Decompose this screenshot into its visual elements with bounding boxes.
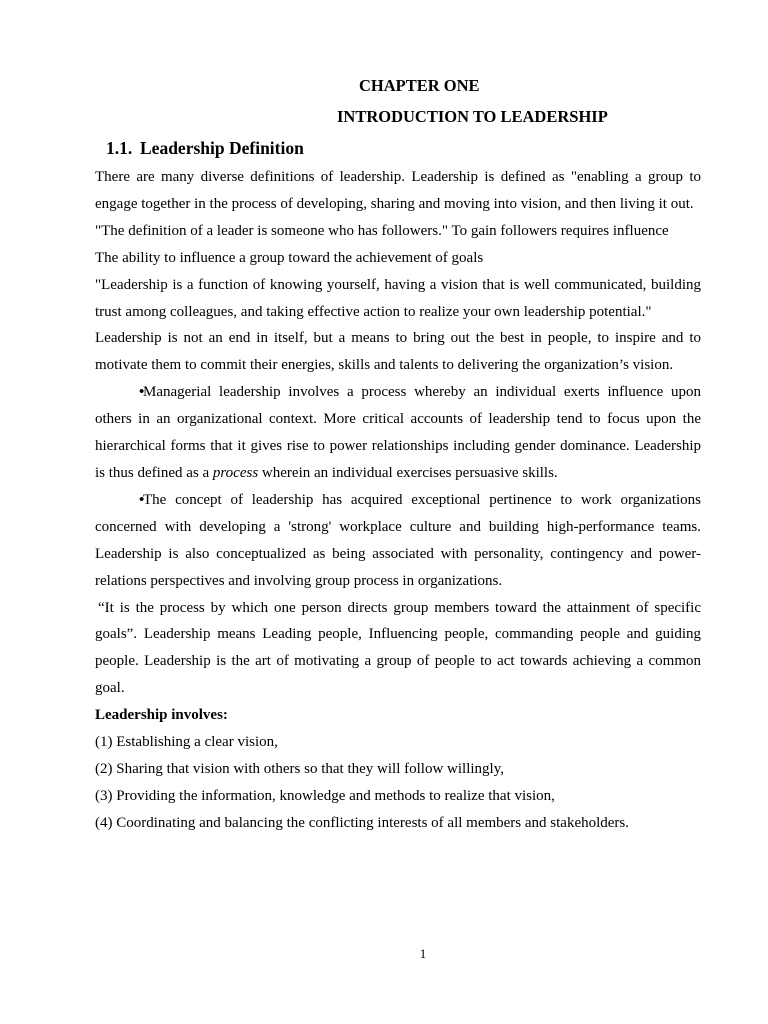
paragraph-function-quote: "Leadership is a function of knowing yourself, having a vision that is well communicated, building trust among colleagues, and taking effective action to realize your own leadership potential." xyxy=(95,276,701,320)
paragraph-influence: The ability to influence a group toward the achievement of goals xyxy=(95,249,484,266)
involves-item: (1) Establishing a clear vision, xyxy=(95,734,278,751)
bullet-managerial-italic: process xyxy=(212,464,259,481)
page-number: 1 xyxy=(419,946,427,961)
involves-item: (4) Coordinating and balancing the conflicting interests of all members and stakeholders. xyxy=(95,814,630,831)
section-heading xyxy=(106,137,304,159)
involves-heading: Leadership involves: xyxy=(95,707,228,724)
paragraph-means: Leadership is not an end in itself, but a means to bring out the best in people, to inspire and to motivate them to commit their energies, skills and talents to delivering the organization’s vision. xyxy=(95,330,701,374)
involves-item: (2) Sharing that vision with others so that they will follow willingly, xyxy=(95,760,504,777)
chapter-number: CHAPTER ONE xyxy=(359,76,480,95)
bullet-managerial xyxy=(95,379,701,487)
bullet-concept xyxy=(95,487,701,595)
section-number: 1.1. xyxy=(106,138,133,158)
body-text xyxy=(95,164,701,837)
involves-item: (3) Providing the information, knowledge and methods to realize that vision, xyxy=(95,787,555,804)
bullet-concept-text: The concept of leadership has acquired exceptional pertinence to work organizations concerned with developing a 'strong' workplace culture and building high-performance teams. Leadership is also conceptualized as being associated with personality, contingency and power-relations perspectives and involving group process in organizations. xyxy=(95,491,701,589)
chapter-title: INTRODUCTION TO LEADERSHIP xyxy=(337,107,608,126)
bullet-managerial-text-end: wherein an individual exercises persuasive skills. xyxy=(258,464,558,481)
paragraph-followers: "The definition of a leader is someone who has followers." To gain followers requires influence xyxy=(95,222,669,239)
paragraph-process-quote: “It is the process by which one person directs group members toward the attainment of specific goals”. Leadership means Leading people, Influencing people, commanding people and guiding people. Leadership is the art of motivating a group of people to act towards achieving a common goal. xyxy=(95,599,701,697)
paragraph-definitions: There are many diverse definitions of leadership. Leadership is defined as "enabling a group to engage together in the process of developing, sharing and moving into vision, and then living it out. xyxy=(95,169,701,212)
section-title: Leadership Definition xyxy=(140,138,304,158)
bullet-icon: • xyxy=(139,384,145,401)
bullet-icon: • xyxy=(139,491,145,508)
bullet-managerial-text: Managerial leadership involves a process whereby an individual exerts influence upon others in an organizational context. More critical accounts of leadership tend to focus upon the hierarchical forms that it gives rise to power relationships including gender dominance. Leadership is thus defined as a xyxy=(95,384,701,481)
